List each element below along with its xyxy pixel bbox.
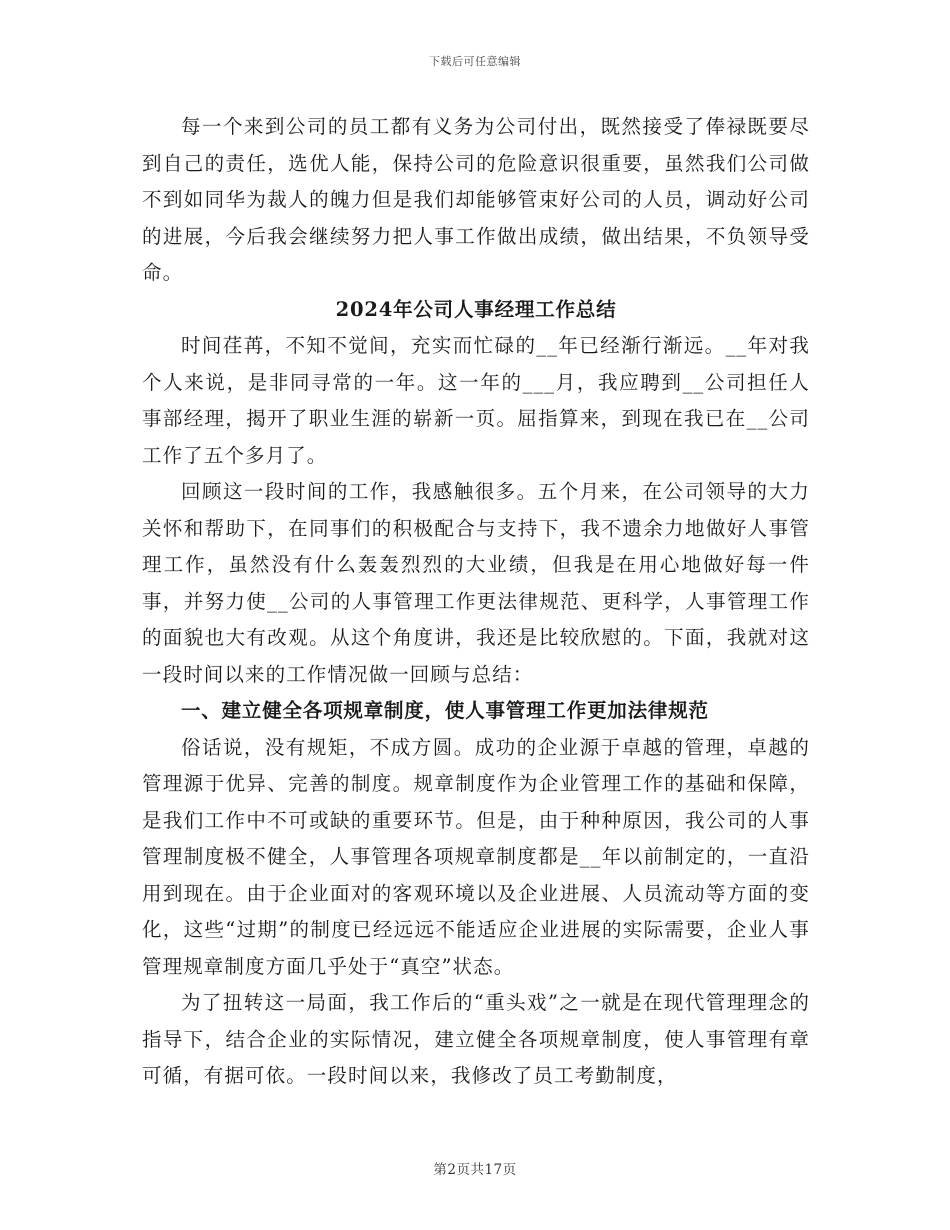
- page-header-note: 下载后可任意编辑: [429, 55, 521, 68]
- document-body: [142, 109, 810, 1095]
- body-paragraph-2: 回顾这一段时间的工作，我感触很多。五个月来，在公司领导的大力关怀和帮助下，在同事们的积极配合与支持下，我不遗余力地做好人事管理工作，虽然没有什么轰轰烈烈的大业绩，但我是在用心地做好每一件事，并努力使__公司的人事管理工作更法律规范、更科学，人事管理工作的面貌也大有改观。从这个角度讲，我还是比较欣慰的。下面，我就对这一段时间以来的工作情况做一回顾与总结：: [142, 480, 810, 686]
- body-paragraph-1: 时间荏苒，不知不觉间，充实而忙碌的__年已经渐行渐远。__年对我个人来说，是非同寻常的一年。这一年的___月，我应聘到__公司担任人事部经理，揭开了职业生涯的崭新一页。屈指算来，到现在我已在__公司工作了五个多月了。: [142, 334, 810, 467]
- page-number-footer: 第2页共17页: [433, 1162, 517, 1178]
- section-paragraph-1: 俗话说，没有规矩，不成方圆。成功的企业源于卓越的管理，卓越的管理源于优异、完善的制度。规章制度作为企业管理工作的基础和保障，是我们工作中不可或缺的重要环节。但是，由于种种原因，我公司的人事管理制度极不健全，人事管理各项规章制度都是__年以前制定的，一直沿用到现在。由于企业面对的客观环境以及企业进展、人员流动等方面的变化，这些“过期”的制度已经远远不能适应企业进展的实际需要，企业人事管理规章制度方面几乎处于“真空”状态。: [142, 735, 810, 978]
- section-heading: 一、建立健全各项规章制度，使人事管理工作更加法律规范: [181, 699, 709, 722]
- intro-paragraph: 每一个来到公司的员工都有义务为公司付出，既然接受了俸禄既要尽到自己的责任，选优人能，保持公司的危险意识很重要，虽然我们公司做不到如同华为裁人的魄力但是我们却能够管束好公司的人员，调动好公司的进展，今后我会继续努力把人事工作做出成绩，做出结果，不负领导受命。: [142, 115, 810, 284]
- section-paragraph-2: 为了扭转这一局面，我工作后的“重头戏”之一就是在现代管理理念的指导下，结合企业的实际情况，建立健全各项规章制度，使人事管理有章可循，有据可依。一段时间以来，我修改了员工考勤制度，: [142, 991, 810, 1087]
- document-title: 2024年公司人事经理工作总结: [335, 297, 617, 321]
